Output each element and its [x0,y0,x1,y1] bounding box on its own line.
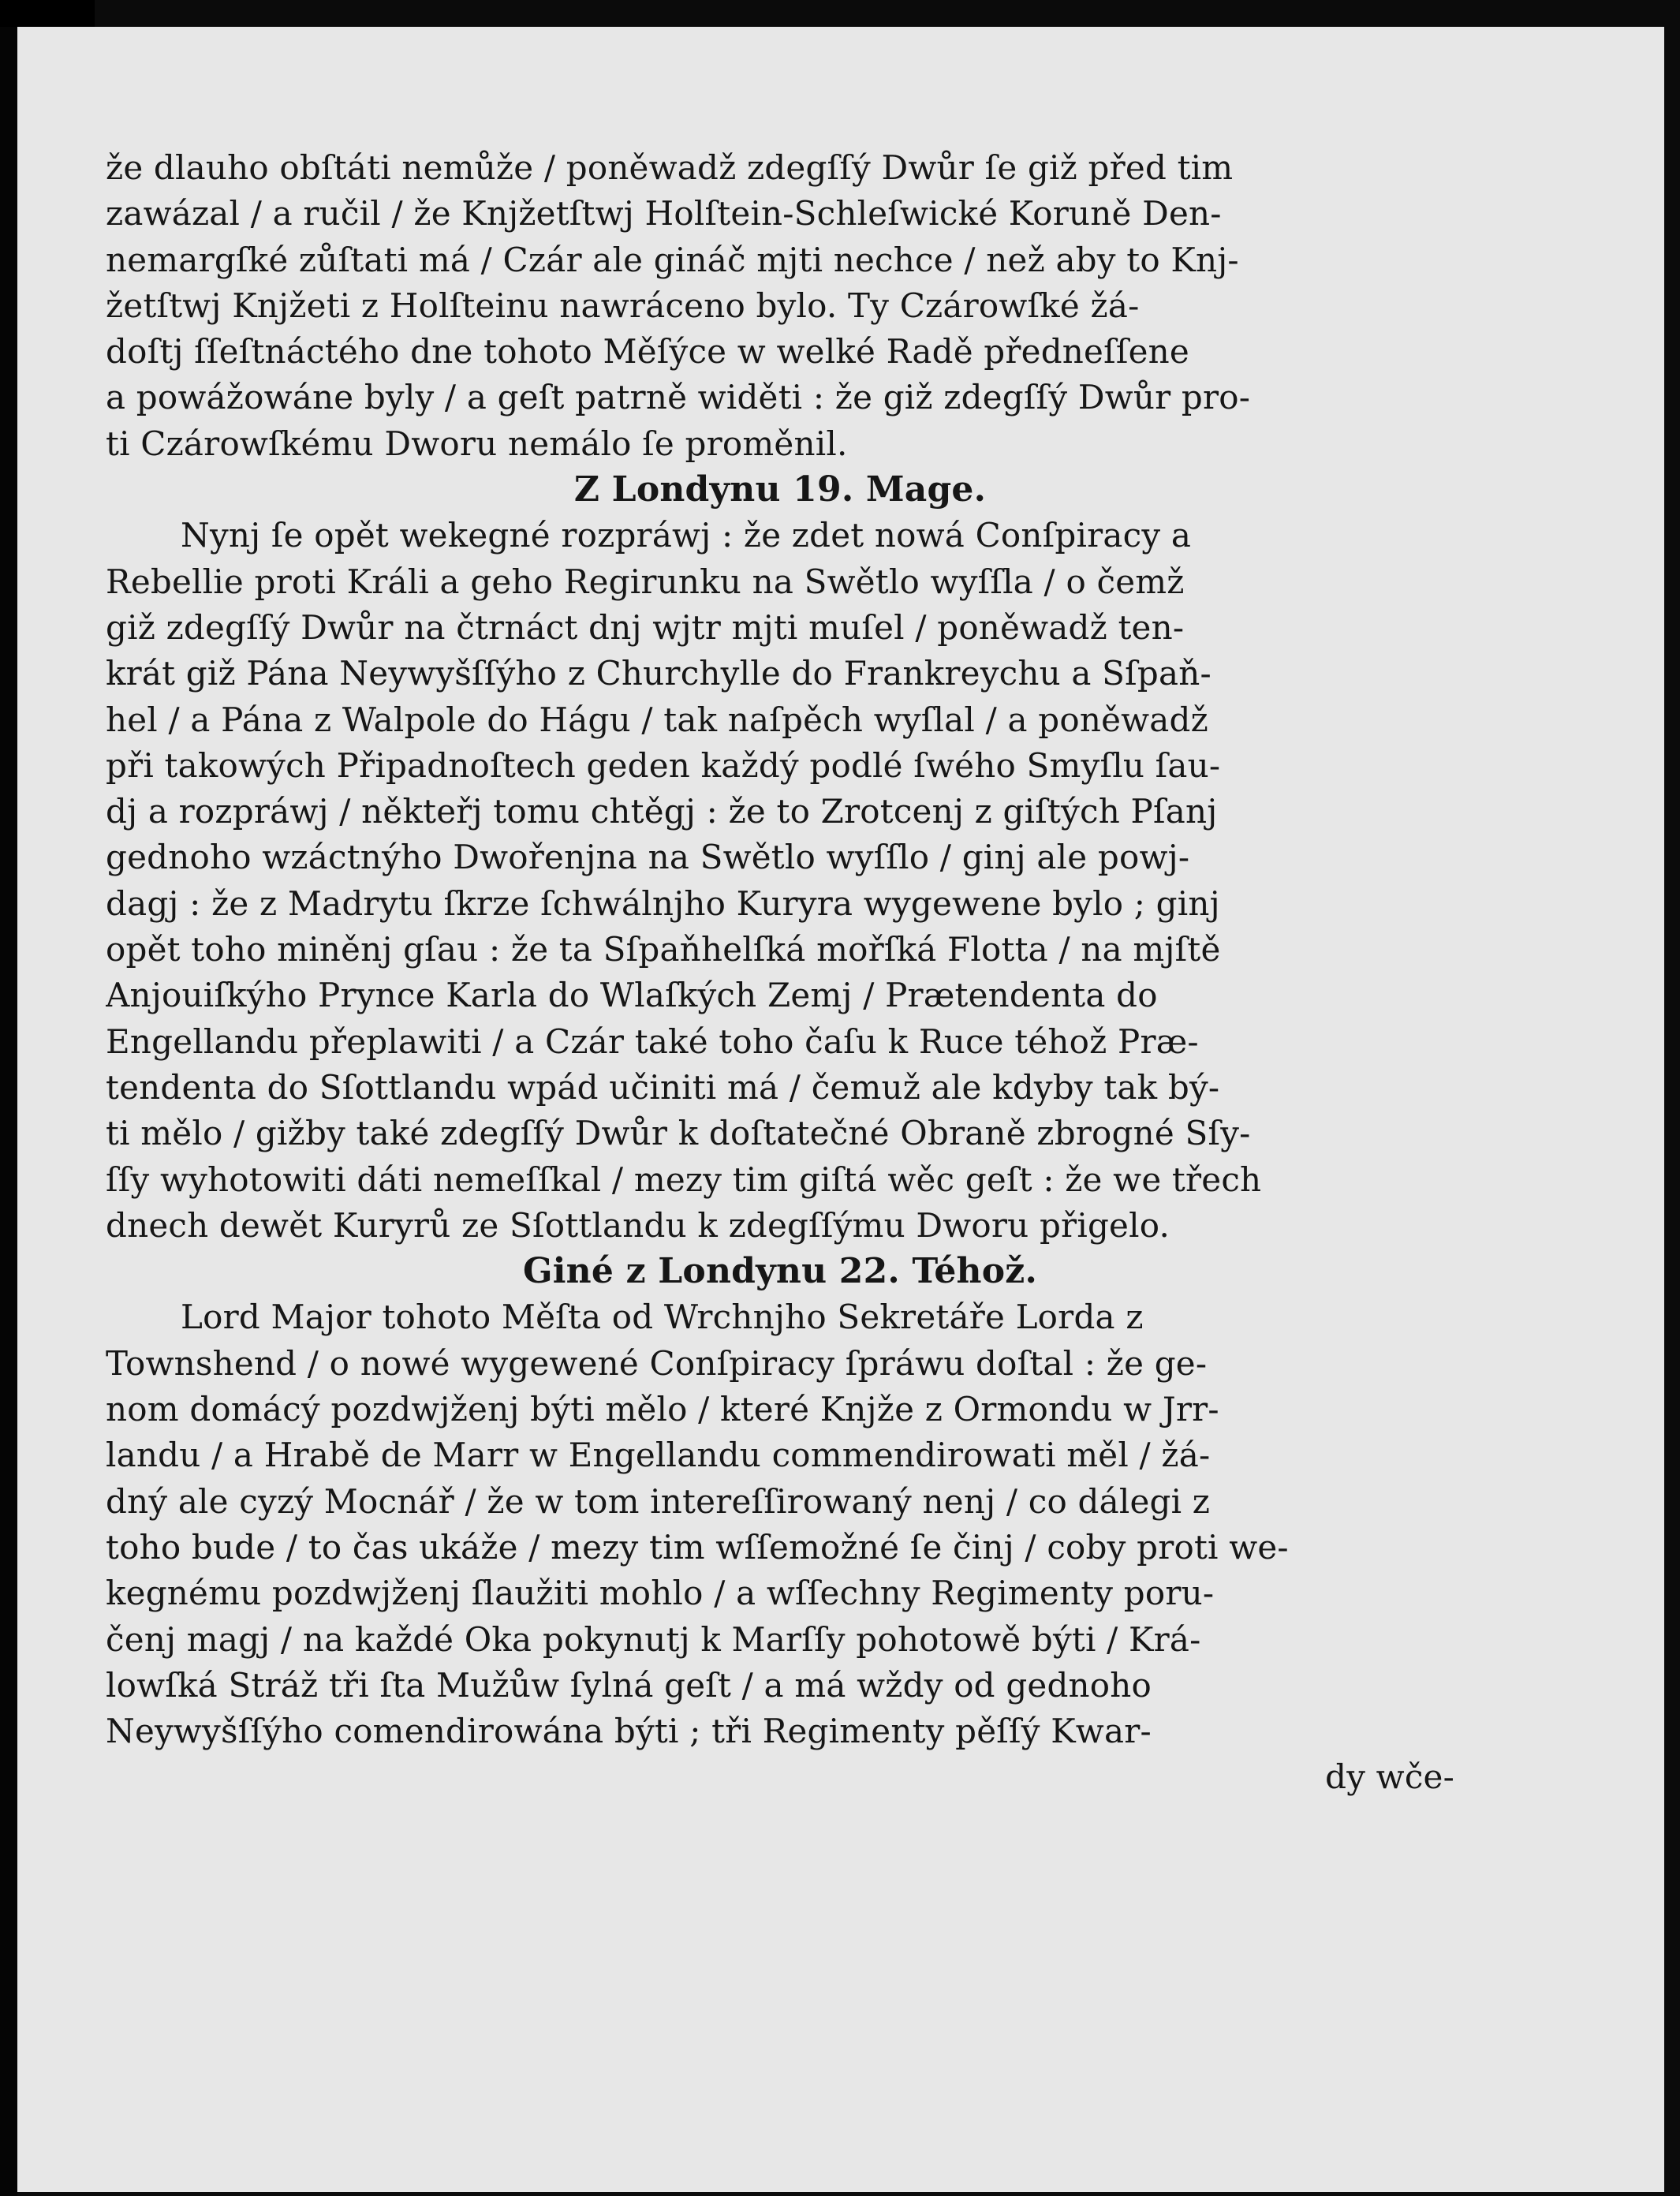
text-line: landu / a Hrabě de Marr w Engellandu commendirowati měl / žá- [106,1436,1211,1475]
paragraph [106,145,1454,467]
heading-line: Z Londynu 19. Mage. [573,469,987,510]
section-heading [106,467,1454,513]
text-line: dagj : že z Madrytu ſkrze ſchwálnjho Kuryra wygewene bylo ; ginj [106,883,1220,923]
text-line: nom domácý pozdwjženj býti mělo / které Knjže z Ormondu w Jrr- [106,1390,1219,1429]
text-line: dy wče- [1325,1757,1454,1797]
text-line: giž zdegſſý Dwůr na čtrnáct dnj wjtr mjti muſel / poněwadž ten- [106,607,1185,647]
text-line: zawázal / a ručil / že Knjžetſtwj Holſtein-Schleſwické Koruně Den- [106,194,1222,233]
text-line: krát giž Pána Neywyšſſýho z Churchylle do Frankreychu a Sſpaň- [106,654,1211,693]
text-line: Neywyšſſýho comendirowána býti ; tři Regimenty pěſſý Kwar- [106,1712,1152,1751]
text-line: ti mělo / gižby také zdegſſý Dwůr k doſtatečné Obraně zbrogné Sſy- [106,1114,1251,1153]
scan-corner-mark [0,0,95,27]
text-line: dj a rozpráwj / někteřj tomu chtěgj : že to Zrotcenj z giſtých Pſanj [106,792,1218,831]
text-line: toho bude / to čas ukáže / mezy tim wſſemožné ſe činj / coby proti we- [106,1527,1289,1567]
text-line: ſſy wyhotowiti dáti nemeſſkal / mezy tim giſtá wěc geſt : že we třech [106,1160,1262,1199]
paragraph [106,513,1454,1249]
text-line: nemargſké zůſtati má / Czár ale gináč mjti nechce / než aby to Knj- [106,240,1239,279]
text-line: lowſká Stráž tři ſta Mužůw ſylná geſt / a má wždy od gednoho [106,1665,1152,1705]
text-line: doſtj ſſeſtnáctého dne tohoto Měſýce w welké Radě předneſſene [106,332,1189,372]
text-line: dný ale cyzý Mocnář / že w tom intereſſirowaný nenj / co dálegi z [106,1481,1211,1521]
text-line: žetſtwj Knjžeti z Holſteinu nawráceno bylo. Ty Czárowſké žá- [106,286,1140,325]
text-line: opět toho miněnj gſau : že ta Sſpaňhelſká mořſká Flotta / na mjſtě [106,930,1221,969]
text-line: při takowých Připadnoſtech geden každý podlé ſwého Smyſlu ſau- [106,745,1221,785]
text-line: a powážowáne byly / a geſt patrně widěti : že giž zdegſſý Dwůr pro- [106,378,1251,417]
text-line: ti Czárowſkému Dworu nemálo ſe proměnil. [106,424,848,463]
text-line: Rebellie proti Králi a geho Regirunku na Swětlo wyſſla / o čemž [106,562,1185,601]
scan-binding-edge [0,0,17,2196]
heading-line: Giné z Londynu 22. Téhož. [522,1251,1037,1292]
text-line: Lord Major tohoto Měſta od Wrchnjho Sekretáře Lorda z [181,1298,1144,1337]
text-line: hel / a Pána z Walpole do Hágu / tak naſpěch wyſlal / a poněwadž [106,700,1208,739]
text-line: kegnému pozdwjženj ſlaužiti mohlo / a wſſechny Regimenty poru- [106,1574,1215,1613]
text-line: Townshend / o nowé wygewené Conſpiracy ſpráwu doſtal : že ge- [106,1343,1208,1383]
text-line: Nynj ſe opět wekegné rozpráwj : že zdet nowá Conſpiracy a [181,516,1192,555]
text-line: Anjouiſkýho Prynce Karla do Wlaſkých Zemj / Prætendenta do [106,976,1158,1015]
text-line: že dlauho obſtáti nemůže / poněwadž zdegſſý Dwůr ſe giž před tim [106,148,1234,187]
catchword [106,1754,1454,1800]
text-line: čenj magj / na každé Oka pokynutj k Marſſy pohotowě býti / Krá- [106,1619,1201,1659]
section-heading [106,1249,1454,1294]
text-line: gednoho wzáctnýho Dwořenjna na Swětlo wyſſlo / ginj ale powj- [106,838,1190,877]
document-page [17,27,1664,2192]
text-line: tendenta do Sſottlandu wpád učiniti má / čemuž ale kdyby tak bý- [106,1067,1220,1107]
document-body [106,145,1454,1801]
paragraph [106,1294,1454,1754]
text-line: dnech dewět Kuryrů ze Sſottlandu k zdegſſýmu Dworu přigelo. [106,1205,1170,1245]
text-line: Engellandu přeplawiti / a Czár také toho čaſu k Ruce téhož Præ- [106,1021,1199,1061]
